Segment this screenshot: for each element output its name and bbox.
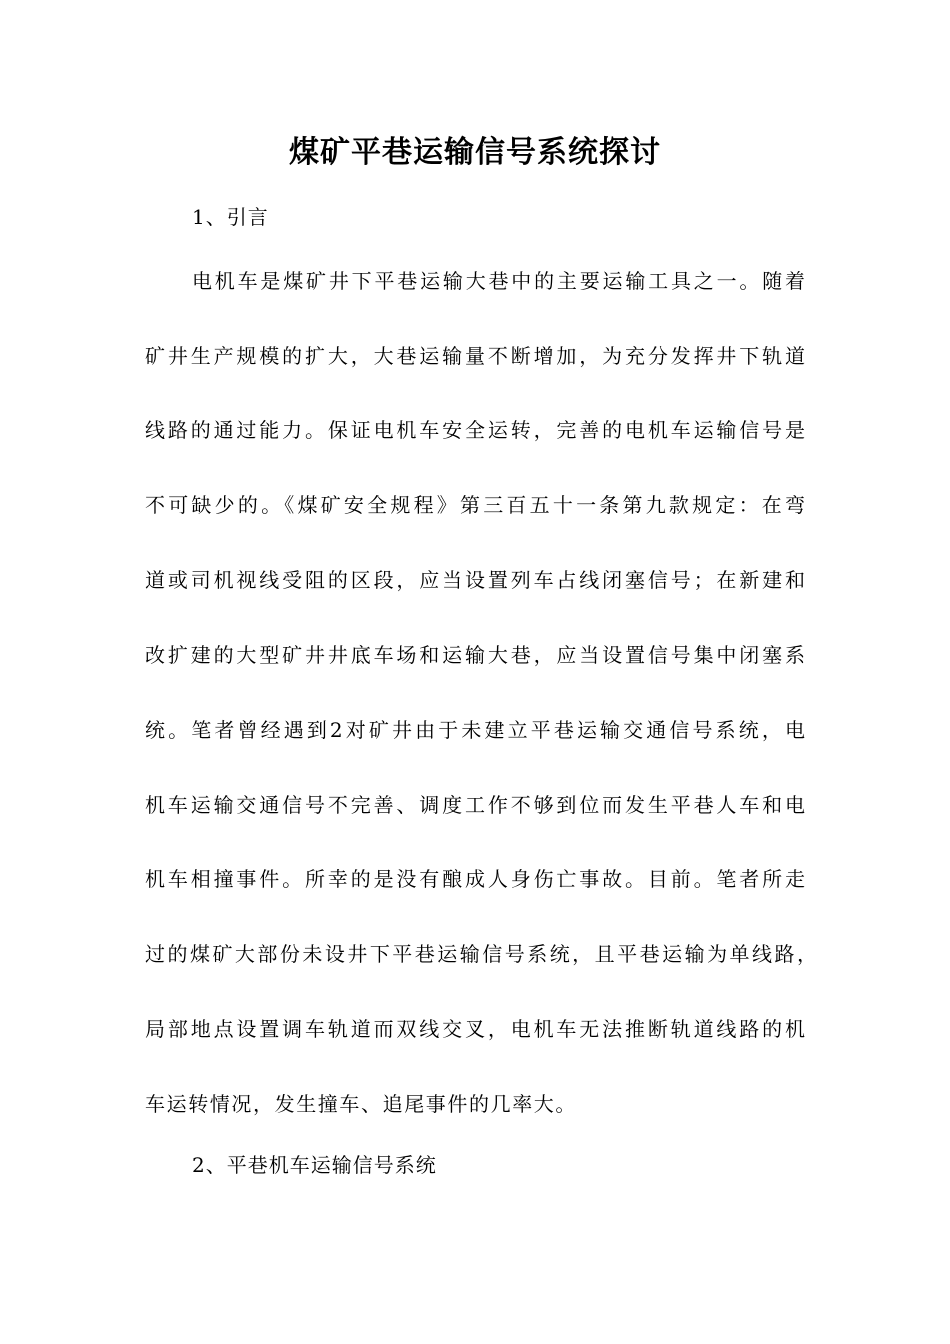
paragraph-line: 改扩建的大型矿井井底车场和运输大巷，应当设置信号集中闭塞系 (145, 643, 805, 667)
paragraph-line: 矿井生产规模的扩大，大巷运输量不断增加，为充分发挥井下轨道 (145, 344, 805, 368)
paragraph-line: 局部地点设置调车轨道而双线交叉，电机车无法推断轨道线路的机 (145, 1017, 805, 1041)
paragraph-line: 不可缺少的。《煤矿安全规程》第三百五十一条第九款规定：在弯 (145, 493, 805, 517)
paragraph-line: 电机车是煤矿井下平巷运输大巷中的主要运输工具之一。随着 (192, 269, 805, 293)
document-title: 煤矿平巷运输信号系统探讨 (289, 135, 661, 170)
paragraph-line: 过的煤矿大部份未设井下平巷运输信号系统，且平巷运输为单线路， (145, 942, 817, 966)
paragraph-line: 车运转情况，发生撞车、追尾事件的几率大。 (145, 1092, 577, 1116)
paragraph-line: 机车运输交通信号不完善、调度工作不够到位而发生平巷人车和电 (145, 793, 805, 817)
paragraph-line: 机车相撞事件。所幸的是没有酿成人身伤亡事故。目前。笔者所走 (145, 867, 805, 891)
paragraph-line: 统。笔者曾经遇到2对矿井由于未建立平巷运输交通信号系统，电 (145, 718, 805, 742)
paragraph-line: 线路的通过能力。保证电机车安全运转，完善的电机车运输信号是 (145, 418, 805, 442)
section-heading-signal-system: 2、平巷机车运输信号系统 (192, 1153, 437, 1177)
section-heading-introduction: 1、引言 (192, 205, 269, 229)
paragraph-line: 道或司机视线受阻的区段，应当设置列车占线闭塞信号；在新建和 (145, 568, 805, 592)
